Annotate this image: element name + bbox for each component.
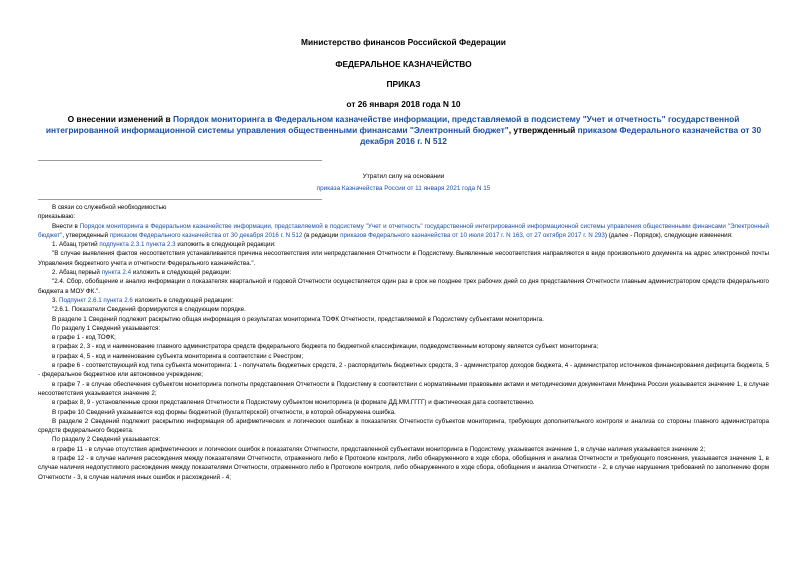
body-paragraph: приказываю: [38, 213, 76, 221]
document-type: ПРИКАЗ [386, 79, 421, 89]
body-paragraph: в графах 8, 9 - установленные сроки представления Отчетности в Подсистему субъектом мониторинга (в формате ДД.ММ.ГГГГ) и фактическая дата соответственно. [52, 399, 535, 407]
body-paragraph [38, 222, 769, 241]
body-paragraph: в графе 11 - в случае отсутствия арифметических и логических ошибок в показателях Отчетности, представленной субъектами мониторинга в Подсистему, указывается значение 1, в случае наличия указывается значение 2; [52, 445, 706, 453]
body-paragraph [38, 296, 769, 305]
body-paragraph: По разделу 2 Сведений указывается: [52, 436, 161, 444]
body-paragraph: "2.4. Сбор, обобщение и анализ информации о показателях квартальной и годовой Отчетности осуществляется один раз в срок не позднее трех рабочих дней со дня представления Отчетности главным администратором средств федерального бюджета в МОУ ФК.". [38, 278, 769, 295]
body-paragraph: В разделе 2 Сведений подлежит раскрытию информация об арифметических и логических ошибках в показателях Отчетности субъектов мониторинга, требующих дополнительного контроля и анализа со стороны главного администратора средств федерального бюджета. [38, 417, 769, 435]
title-order-link[interactable]: приказом Федерального казначейства от 30 декабря 2016 г. N 512 [360, 125, 762, 146]
text-run: изложить в следующей редакции: [132, 296, 233, 304]
procedure-link[interactable]: Порядок мониторинга в Федеральном казначействе информации, представляемой в подсистему "Учет и отчетность" государственной интегрированной информационной системы управления общественными финансами "Электронный бюджет" [38, 222, 769, 239]
text-run: 3. [52, 296, 59, 304]
body-paragraph [38, 240, 769, 249]
text-run: изложить в следующей редакции: [175, 241, 276, 249]
body-paragraph: В разделе 1 Сведений подлежит раскрытию общая информация о результатах мониторинга ТОФК Отчетности, представляемой в Подсистему субъектами мониторинга. [52, 315, 544, 323]
body-paragraph: "В случае выявления фактов несоответствия устанавливается причина несоответствия или непредставления Отчетности в Подсистему. Выявленные несоответствия направляются в виде произвольного документа на адрес электронной почты Управления бюджетного учета и отчетности Федерального казначейства.". [38, 250, 769, 267]
status-text: Утратил силу на основании [362, 173, 445, 180]
text-run: изложить в следующей редакции: [131, 269, 232, 277]
divider-top [38, 160, 322, 161]
body-paragraph: В связи со служебной необходимостью [52, 204, 167, 211]
status-note [260, 171, 547, 195]
body-paragraph: в графе 1 - код ТОФК; [52, 334, 116, 342]
text-run: 2. Абзац первый [52, 269, 102, 277]
text-run: ) (далее - Порядок), следующие изменения: [604, 231, 733, 239]
body-paragraph: в графе 6 - соответствующий код типа субъекта мониторинга: 1 - получатель бюджетных средств, 2 - распорядитель бюджетных средств, 3 - администратор доходов бюджета, 4 - администратор источников финансирования дефицита бюджета, 5 - федеральное бюджетное или автономное учреждение; [38, 362, 769, 379]
divider-bottom [38, 199, 322, 200]
title-procedure-link[interactable]: Порядок мониторинга в Федеральном казначействе информации, представляемой в подсистему "Учет и отчетность" государственной интегрированной информационной системы управления общественными финансами "Электронный бюджет" [45, 114, 740, 135]
text-run: (в редакции [302, 231, 341, 239]
text-run: 1. Абзац третий [52, 241, 100, 249]
document-title [38, 114, 769, 147]
status-repeal-link[interactable]: приказа Казначейства России от 11 января 2021 года N 15 [316, 185, 491, 192]
body-paragraph [38, 268, 769, 277]
body-paragraph: В графе 10 Сведений указывается код формы бюджетной (бухгалтерской) отчетности, в которой обнаружена ошибка. [52, 408, 396, 416]
body-paragraph: в графе 12 - в случае наличия расхождения между показателями Отчетности, отраженного либо в Протоколе контроля, либо обнаруженного в ходе сбора, обобщения и анализа Отчетности и требующего пояснения, указывается значение 1, в случае наличия недопустимого расхождения между показателями Отчетности, отраженного либо в Протоколе контроля, либо обнаруженного в ходе сбора, обобщения и анализа Отчетности - 2, в случае нарушения требований по заполнению форм Отчетности - 3, в случае наличия иных ошибок и расхождений - 4; [38, 455, 769, 481]
ministry-name: Министерство финансов Российской Федерации [301, 37, 506, 47]
title-text-before: О внесении изменений в [67, 114, 174, 124]
body-paragraph: "2.6.1. Показатели Сведений формируются в следующем порядке. [52, 306, 246, 314]
document-body [38, 203, 769, 482]
subclause-2-6-1-link[interactable]: Подпункт 2.6.1 пункта 2.6 [58, 296, 133, 304]
clause-2-4-link[interactable]: пункта 2.4 [101, 269, 132, 277]
body-paragraph: в графе 7 - в случае обеспечения субъектом мониторинга полноты представления Отчетности в Подсистему в соответствии с нормативными правовыми актами и методическими документами Минфина России указывается значение 1, в случае несоответствия указывается значение 2; [38, 380, 769, 397]
text-run: , утвержденный [62, 231, 110, 239]
agency-name: ФЕДЕРАЛЬНОЕ КАЗНАЧЕЙСТВО [335, 59, 472, 69]
body-paragraph: в графах 2, 3 - код и наименование главного администратора средств федерального бюджета по бюджетной классификации, подведомственным которому является субъект мониторинга; [52, 343, 599, 351]
text-run: Внести в [52, 222, 80, 230]
subclause-2-3-1-link[interactable]: подпункта 2.3.1 пункта 2.3 [99, 241, 176, 249]
title-text-middle: , утвержденный [508, 125, 578, 135]
body-paragraph: в графах 4, 5 - код и наименование субъекта мониторинга в соответствии с Реестром; [52, 352, 304, 360]
body-paragraph: По разделу 1 Сведений указывается: [52, 324, 161, 332]
document-date: от 26 января 2018 года N 10 [346, 99, 461, 109]
amending-orders-link[interactable]: приказов Федерального казначейства от 10 июля 2017 г. N 163, от 27 октября 2017 г. N 293 [340, 231, 605, 239]
order-512-link[interactable]: приказом Федерального казначейства от 30 декабря 2016 г. N 512 [109, 231, 303, 239]
